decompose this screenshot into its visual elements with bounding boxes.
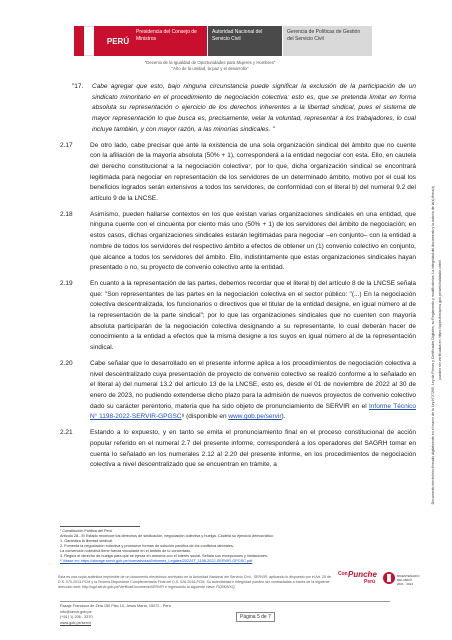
quote-block xyxy=(60,82,416,136)
entity-servir: Autoridad Nacional del Servicio Civil xyxy=(207,26,282,56)
footnotes xyxy=(60,529,360,564)
informe-tecnico-link[interactable]: Informe Técnico N° 1198-2022-SERVIR-GPGSC xyxy=(90,402,417,421)
svg-text:DEL PERÚ: DEL PERÚ xyxy=(397,578,412,582)
paragraph-text: Estando a lo expuesto, y en tanto se emita el pronunciamiento final en el proceso constitucional de acción popular referido en el numeral 2.7 del presente informe, corresponderá a los operadores del SAGRH tomar en cuenta lo señalado en los numerales 2.12 al 2.20 del presente informe, en los procedimientos de negociación colectiva a nivel descentralizado que se encuentran en trámite, a xyxy=(90,429,416,469)
paragraph-number: 2.19 xyxy=(60,279,73,287)
footnote-line: 3. Regula el derecho de huelga para que se ejerza en armonía con el interés social. Señala sus excepciones y limitaciones. xyxy=(60,554,268,558)
bicentenario-logo xyxy=(382,569,420,593)
peru-label: PERÚ xyxy=(104,26,132,56)
paragraph-2-20 xyxy=(60,359,416,423)
svg-text:2021 - 2024: 2021 - 2024 xyxy=(397,582,414,586)
paragraph-text-c: ). xyxy=(281,413,286,421)
paragraph-number: 2.21 xyxy=(60,429,73,437)
paragraph-2-19 xyxy=(60,279,416,354)
paragraph-text: De otro lado, cabe precisar que ante la existencia de una sola organización sindical del ámbito que no cuente con la afiliación de la mayoría absoluta (50% + 1), corresponderá a la entidad negociar con esta. Ello, en cautela del derecho constitucional a la negociación colectiva⁷, por lo que, dicha organización sindical se encontrará legitimada para negociar en representación de los servidores de un determinado ámbito, motivo por el cual los beneficios logrados serán extensivos a todos los servidores, de conformidad con el literal b) del numeral 9.2 del artículo 9 de la LNCSE. xyxy=(90,141,416,203)
paragraph-2-21 xyxy=(60,428,416,471)
footer-website[interactable]: www.gob.pe/servir xyxy=(60,620,92,625)
paragraph-number: 2.17 xyxy=(60,141,73,149)
peru-flag-icon xyxy=(74,26,104,56)
paragraph-text: En cuanto a la representación de las partes, debemos recordar que el literal b) del artículo 8 de la LNCSE señala que: "Son representantes de las partes en la negociación colectiva en el sector público: "(...) En la negociación colectiva descentralizada, los funcionarios o directivos que el titular de la entidad designe, en igual número al de la representación de la parte sindical"; por lo que las organizaciones sindicales que no cuenten con mayoría absoluta participarán de la negociación colectiva designando a su representante, lo cual deberán hacer de conocimiento a la entidad a efectos que la misma designe a los suyos en igual número al de la representación sindical. xyxy=(90,279,416,352)
svg-text:Perú: Perú xyxy=(364,579,376,585)
paragraph-text xyxy=(90,359,416,423)
header-bar xyxy=(74,26,372,56)
footnote-line: 1. Garantiza la libertad sindical. xyxy=(60,539,113,543)
page-number: Página 5 de 7 xyxy=(236,612,275,622)
footnote-line: ⁷ Constitución Política del Perú xyxy=(60,529,113,533)
footnote-link[interactable]: ⁸ Véase en: https://storage.servir.gob.pe/normatividad/Informes_Legales/2022/IT_1198-2022-SERVIR-GPGSC.pdf xyxy=(60,559,253,563)
svg-text:Punche: Punche xyxy=(348,570,377,579)
paragraph-2-17 xyxy=(60,141,416,205)
quote-number: "17. xyxy=(72,83,84,90)
paragraph-text: Asimismo, pueden hallarse contextos en los que existan varias organizaciones sindicales en una entidad, que ninguna cuente con el cincuenta por ciento más uno (50% + 1) de los servidores del ámbito de negociación; en estos casos, dichas organizaciones sindicales estarán legitimadas para negociar –en conjunto– con la entidad a nombre de todos los servidores del respectivo ámbito a efectos de obtener un (1) convenio colectivo en conjunto, que alcance a todos los servidores del ámbito. Ello, indistintamente que estas organizaciones sindicales hayan presentado o no, su proyecto de convenio colectivo ante la entidad. xyxy=(90,210,416,272)
footer-address: Pasaje Francisco de Zela 150 Piso 10, Jesús María, 15072 - Perú xyxy=(60,604,171,608)
decade-line: "Decenio de la Igualdad de Oportunidades para Mujeres y Hombres" xyxy=(144,60,276,65)
decade-motto xyxy=(60,60,360,72)
svg-text:BICENTENARIO: BICENTENARIO xyxy=(397,574,420,578)
svg-text:Con: Con xyxy=(338,571,348,577)
paragraph-text-b: ⁸ (disponible en xyxy=(181,413,229,421)
paragraph-2-18 xyxy=(60,210,416,274)
con-punche-peru-logo xyxy=(336,567,380,585)
side-note-line2[interactable]: pueden ser verificadas en: https://apps.firmaperu.gob.pe/web/validador.xhtml xyxy=(438,260,442,380)
signature-side-note xyxy=(428,80,442,610)
page-footer xyxy=(60,601,390,626)
paragraph-number: 2.18 xyxy=(60,210,73,218)
servir-website-link[interactable]: www.gob.pe/servir xyxy=(228,413,282,421)
verification-note: Esta es una copia auténtica imprimible de un documento electrónico archivado en la Autoridad Nacional del Servicio Civil - SERVIR, aplicando lo dispuesto por el Art. 25 de D.S. 070-2013-PCM y la Tercera Disposición Complementaria Final del D.S. 026-2016-PCM. Su autenticidad e integridad pueden ser contrastadas a través de la siguiente dirección web: http://sgd.servir.gob.pe/VerificarDocumentoSERVIR e ingresando la siguiente clave: RQ0KWXQ xyxy=(58,575,332,589)
quote-text: Cabe agregar que esto, bajo ninguna circunstancia puede significar la exclusión de la participación de un sindicato minoritario en el procedimiento de negociación colectiva: esto es, que se pretenda limitar en forma absoluta su representación o ejercicio de los derechos inherentes a la libertad sindical, pues el sistema de mayor representación lo que busca es, precisamente, velar la voluntad, representar a los trabajadores, lo cual incluye también, y con mayor razón, a las minorías sindicales. " xyxy=(92,83,416,133)
footnote-line: 2. Fomenta la negociación colectiva y promueve formas de solución pacífica de los conflictos laborales. xyxy=(60,544,234,548)
year-line: "Año de la unidad, la paz y el desarrollo" xyxy=(171,66,249,71)
paragraph-text-a: Cabe señalar que lo desarrollado en el presente informe aplica a los procedimientos de negociación colectiva a nivel descentralizado cuya presentación de proyecto de convenio colectivo se realizó conforme a lo señalado en el literal a) del numeral 13.2 del artículo 13 de la LNCSE, esto es, desde el 01 de noviembre de 2022 al 30 de enero de 2023, no pudiendo extenderse dicho plazo para la admisión de nuevos proyectos de convenio colectivo dado su carácter perentorio, materia que ha sido objeto de pronunciamiento de SERVIR en el xyxy=(90,359,416,410)
footnote-divider xyxy=(60,526,140,527)
footer-phone: (+51) 1) 206 - 3370 xyxy=(60,615,93,619)
entity-pcm: Presidencia del Consejo de Ministros xyxy=(132,26,207,56)
document-body xyxy=(60,82,416,471)
entity-gerencia: Gerencia de Políticas de Gestión del Servicio Civil xyxy=(282,26,372,56)
footnote-line: La convención colectiva tiene fuerza vinculante en el ámbito de lo concertado. xyxy=(60,549,192,553)
footer-email[interactable]: info@servir.gob.pe xyxy=(60,609,92,614)
paragraph-number: 2.20 xyxy=(60,359,73,367)
footnote-line: Artículo 28.- El Estado reconoce los derechos de sindicación, negociación colectiva y huelga. Cautela su ejercicio democrático: xyxy=(60,534,274,538)
side-note-line1: Documento electrónico firmado digitalmente en el marco de la Ley N°27269, Ley de Firmas y Certificados Digitales, su Reglamento y modificatorias. La integridad del documento y la autoría de la(s) firma(s) xyxy=(431,185,435,505)
